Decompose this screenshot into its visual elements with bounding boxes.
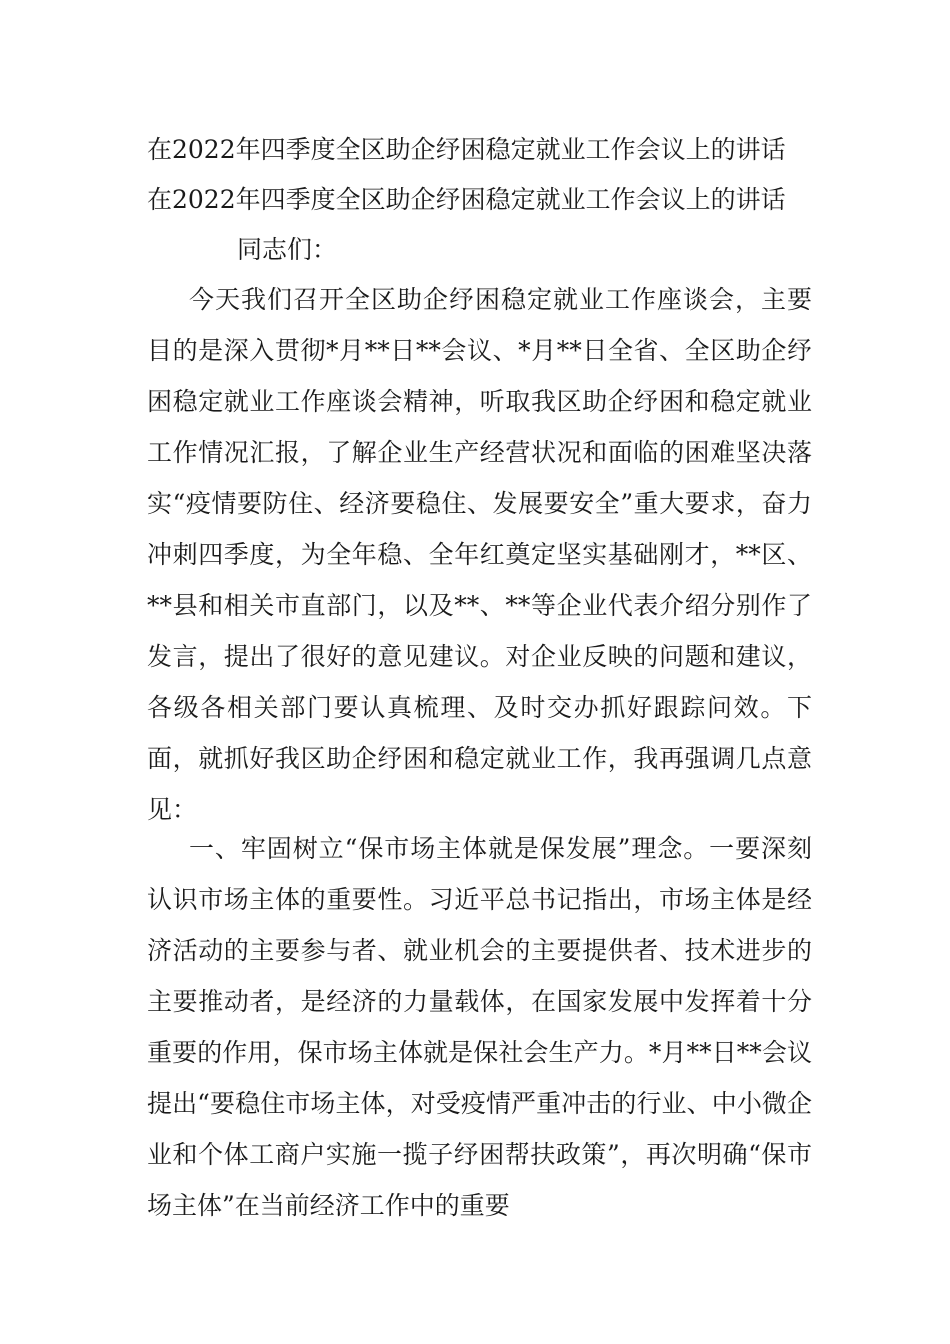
salutation: 同志们： <box>237 235 338 264</box>
document-title: 在2022年四季度全区助企纾困稳定就业工作会议上的讲话 <box>147 135 786 164</box>
document-title-repeat: 在2022年四季度全区助企纾困稳定就业工作会议上的讲话 <box>147 185 786 214</box>
body-paragraph-intro: 今天我们召开全区助企纾困稳定就业工作座谈会，主要目的是深入贯彻*月**日**会议、*月**日全省、全区助企纾困稳定就业工作座谈会精神，听取我区助企纾困和稳定就业工作情况汇报，了解企业生产经营状况和面临的困难坚决落实“疫情要防住、经济要稳住、发展要安全”重大要求，奋力冲刺四季度，为全年稳、全年红奠定坚实基础刚才，**区、**县和相关市直部门，以及**、**等企业代表介绍分别作了发言，提出了很好的意见建议。对企业反映的问题和建议，各级各相关部门要认真梳理、及时交办抓好跟踪问效。下面，就抓好我区助企纾困和稳定就业工作，我再强调几点意见： <box>147 285 812 824</box>
body-paragraph-section-one: 一、牢固树立“保市场主体就是保发展”理念。一要深刻认识市场主体的重要性。习近平总书记指出，市场主体是经济活动的主要参与者、就业机会的主要提供者、技术进步的主要推动者，是经济的力量载体，在国家发展中发挥着十分重要的作用，保市场主体就是保社会生产力。*月**日**会议提出“要稳住市场主体，对受疫情严重冲击的行业、中小微企业和个体工商户实施一揽子纾困帮扶政策”，再次明确“保市场主体”在当前经济工作中的重要 <box>147 834 812 1220</box>
